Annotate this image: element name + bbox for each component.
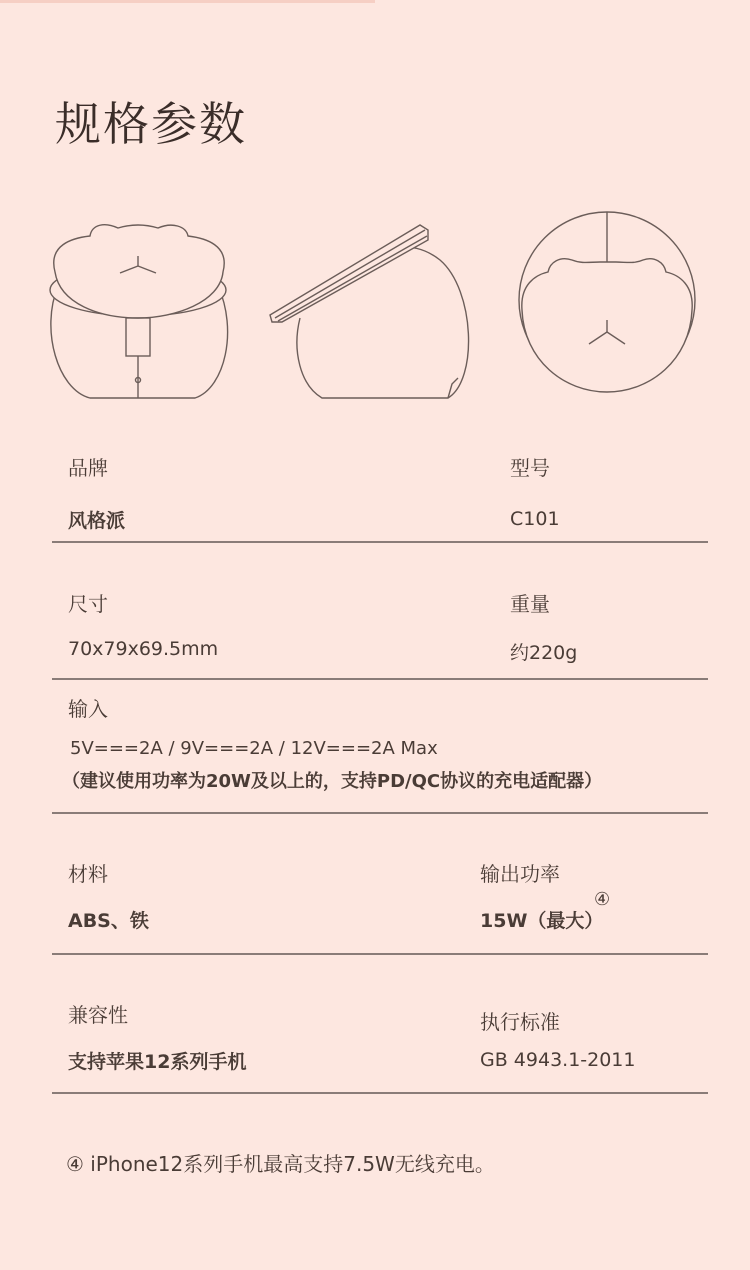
- input-value-line1: 5V===2A / 9V===2A / 12V===2A Max: [70, 738, 438, 759]
- side-view-drawing: [270, 225, 469, 398]
- divider-5: [52, 1092, 708, 1094]
- input-value-line2: （建议使用功率为20W及以上的，支持PD/QC协议的充电适配器）: [62, 771, 603, 792]
- divider-4: [52, 953, 708, 955]
- top-accent-line: [0, 0, 375, 3]
- size-value: 70x79x69.5mm: [68, 638, 219, 660]
- output-note-mark: ④: [594, 889, 611, 910]
- divider-2: [52, 678, 708, 680]
- back-view-drawing: [519, 212, 695, 392]
- model-value: C101: [510, 508, 560, 530]
- weight-value: 约220g: [510, 642, 578, 664]
- product-illustrations: [0, 200, 750, 420]
- standard-label: 执行标准: [480, 1010, 560, 1034]
- standard-value: GB 4943.1-2011: [480, 1049, 636, 1071]
- input-label: 输入: [68, 697, 108, 721]
- material-value: ABS、铁: [68, 910, 149, 932]
- output-value: 15W（最大）: [480, 910, 604, 932]
- compat-label: 兼容性: [68, 1003, 128, 1027]
- divider-3: [52, 812, 708, 814]
- page-title: 规格参数: [55, 97, 247, 151]
- model-label: 型号: [510, 456, 550, 480]
- front-view-drawing: [50, 225, 228, 398]
- material-label: 材料: [68, 862, 108, 886]
- size-label: 尺寸: [68, 592, 108, 616]
- weight-label: 重量: [510, 592, 550, 616]
- output-label: 输出功率: [480, 862, 560, 886]
- compat-value: 支持苹果12系列手机: [68, 1051, 247, 1073]
- footnote: ④ iPhone12系列手机最高支持7.5W无线充电。: [66, 1152, 495, 1176]
- brand-value: 风格派: [68, 510, 126, 532]
- divider-1: [52, 541, 708, 543]
- brand-label: 品牌: [68, 456, 108, 480]
